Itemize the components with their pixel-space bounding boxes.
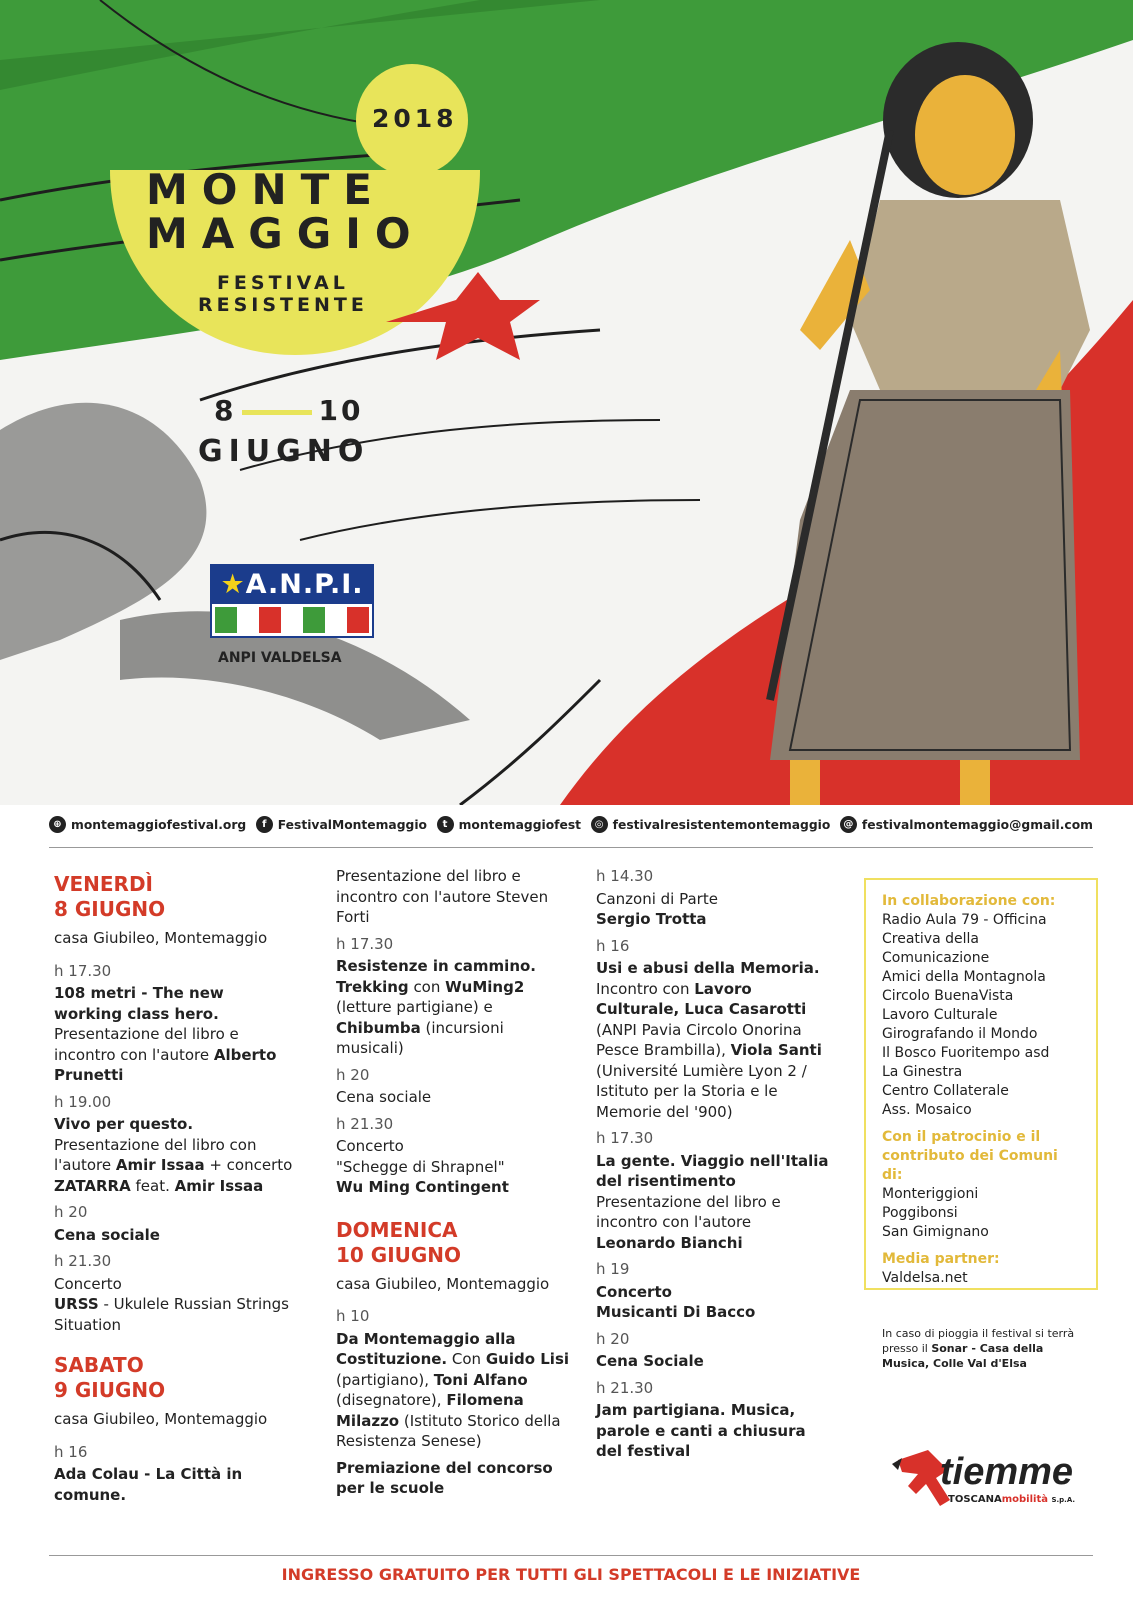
- subtitle-line-2: RESISTENTE: [198, 294, 368, 316]
- festival-title: [146, 165, 425, 258]
- date-end: 10: [318, 394, 364, 427]
- day-heading: VENERDÌ 8 GIUGNO: [54, 872, 166, 921]
- event-description: Presentazione del libro e incontro con l'autore Steven Forti: [336, 867, 549, 926]
- event-time: h 17.30: [336, 934, 394, 953]
- event-label: Concerto: [54, 1274, 122, 1293]
- event-title: Cena Sociale: [596, 1352, 704, 1370]
- subtitle-line-1: FESTIVAL: [216, 272, 349, 294]
- event-time: h 17.30: [54, 961, 112, 980]
- patronage-item: San Gimignano: [882, 1224, 989, 1240]
- event-description: Trekking con WuMing2 (letture partigiane) e Chibumba (incursioni musicali): [336, 977, 525, 1057]
- collab-item: Radio Aula 79 - Officina Creativa della Comunicazione: [882, 912, 1047, 966]
- event-time: h 14.30: [596, 867, 654, 885]
- globe-icon: ⊕: [49, 816, 66, 833]
- event-time: h 19: [596, 1260, 630, 1278]
- event-title: Cena sociale: [54, 1225, 160, 1244]
- event-description: URSS - Ukulele Russian Strings Situation: [54, 1295, 289, 1334]
- patronage-heading: Con il patrocinio e il contributo dei Comuni di:: [882, 1129, 1058, 1183]
- event-title: Vivo per questo.: [54, 1115, 194, 1133]
- event-description: Usi e abusi della Memoria. Incontro con Lavoro Culturale, Luca Casarotti (ANPI Pavia Circolo Onorina Pesce Brambilla), Viola Santi (Université Lumière Lyon 2 / Istituto per la Storia e le Memorie del '900): [596, 959, 822, 1121]
- event-author: Leonardo Bianchi: [596, 1233, 743, 1252]
- title-line-1: MONTE: [146, 165, 386, 214]
- patronage-item: Poggibonsi: [882, 1205, 958, 1221]
- social-facebook[interactable]: f FestivalMontemaggio: [256, 816, 427, 833]
- event-time: h 21.30: [54, 1252, 112, 1270]
- day-heading: DOMENICA 10 GIUGNO: [336, 1217, 462, 1267]
- event-title: Jam partigiana. Musica, parole e canti a chiusura del festival: [596, 1401, 806, 1460]
- event-description: Da Montemaggio alla Costituzione. Con Guido Lisi (partigiano), Toni Alfano (disegnatore), Filomena Milazzo (Istituto Storico della Resistenza Senese): [336, 1329, 570, 1450]
- social-instagram[interactable]: ◎ festivalresistentemontemaggio: [591, 816, 831, 833]
- festival-year: 2018: [372, 104, 458, 133]
- at-icon: @: [840, 816, 857, 833]
- event-time: h 10: [336, 1307, 370, 1325]
- anpi-flags: [212, 604, 372, 636]
- collab-item: Lavoro Culturale: [882, 1007, 998, 1023]
- tiemme-sub: TOSCANAmobilità S.p.A.: [948, 1494, 1076, 1505]
- event-description: Presentazione del libro e incontro con l'autore: [596, 1192, 781, 1231]
- event-band: Musicanti Di Bacco: [596, 1303, 756, 1321]
- event-time: h 21.30: [336, 1114, 394, 1133]
- event-label: Concerto: [336, 1137, 404, 1155]
- patronage-item: Monteriggioni: [882, 1186, 979, 1202]
- collab-item: Il Bosco Fuoritempo asd: [882, 1045, 1050, 1061]
- festival-month: GIUGNO: [198, 434, 370, 469]
- social-bar: [49, 816, 1093, 848]
- collab-item: Circolo BuenaVista: [882, 988, 1014, 1004]
- tiemme-brand: tiemme: [940, 1451, 1074, 1493]
- event-title: Cena sociale: [336, 1088, 432, 1106]
- event-time: h 20: [54, 1203, 88, 1221]
- event-artist: Sergio Trotta: [596, 910, 707, 928]
- event-time: h 16: [596, 936, 630, 955]
- festival-subtitle: [198, 272, 368, 316]
- event-location: casa Giubileo, Montemaggio: [54, 929, 268, 947]
- event-time: h 17.30: [596, 1129, 654, 1147]
- event-time: h 16: [54, 1442, 88, 1461]
- event-label: Canzoni di Parte: [596, 889, 718, 908]
- event-title: Ada Colau - La Città in comune.: [54, 1465, 243, 1504]
- event-time: h 20: [596, 1329, 630, 1348]
- anpi-logo-text: A.N.P.I.: [245, 569, 364, 600]
- date-dash: [242, 410, 312, 415]
- instagram-icon: ◎: [591, 816, 608, 833]
- day-heading: SABATO 9 GIUGNO: [54, 1353, 166, 1402]
- event-quote: "Schegge di Shrapnel": [336, 1157, 505, 1176]
- event-title: 108 metri - The new working class hero.: [54, 984, 224, 1023]
- twitter-icon: t: [437, 816, 454, 833]
- program-column-3: [596, 866, 836, 1462]
- media-heading: Media partner:: [882, 1251, 1000, 1267]
- event-time: h 19.00: [54, 1092, 112, 1111]
- star-icon: ★: [220, 569, 246, 600]
- title-line-2: MAGGIO: [146, 209, 425, 258]
- media-partner: Valdelsa.net: [882, 1270, 968, 1286]
- event-time: h 21.30: [596, 1378, 654, 1397]
- sponsor-box: [864, 878, 1098, 1290]
- event-title: Premiazione del concorso per le scuole: [336, 1458, 553, 1497]
- collab-item: Girografando il Mondo: [882, 1026, 1038, 1042]
- program-column-2: [336, 866, 576, 1499]
- collab-item: Amici della Montagnola: [882, 969, 1046, 985]
- collab-item: Centro Collaterale: [882, 1083, 1009, 1099]
- rain-notice: In caso di pioggia il festival si terrà presso il Sonar - Casa della Musica, Colle Val d'Elsa: [882, 1327, 1075, 1370]
- collab-item: La Ginestra: [882, 1064, 963, 1080]
- date-start: 8: [214, 394, 237, 427]
- event-time: h 20: [336, 1065, 370, 1084]
- footer-banner: INGRESSO GRATUITO PER TUTTI GLI SPETTACOLI E LE INIZIATIVE: [49, 1555, 1093, 1584]
- event-location: casa Giubileo, Montemaggio: [54, 1410, 268, 1428]
- event-location: casa Giubileo, Montemaggio: [336, 1274, 550, 1293]
- facebook-icon: f: [256, 816, 273, 833]
- program-column-1: [54, 872, 294, 1505]
- festival-dates: [214, 394, 363, 427]
- event-description: Presentazione del libro e incontro con l'autore Alberto Prunetti: [54, 1025, 277, 1084]
- social-website[interactable]: ⊕ montemaggiofestival.org: [49, 816, 246, 833]
- event-label: Concerto: [596, 1282, 672, 1301]
- social-email[interactable]: @ festivalmontemaggio@gmail.com: [840, 816, 1093, 833]
- event-description: Presentazione del libro con l'autore Amir Issaa + concerto ZATARRA feat. Amir Issaa: [54, 1135, 293, 1195]
- tiemme-logo: [888, 1450, 1088, 1520]
- social-twitter[interactable]: t montemaggiofest: [437, 816, 582, 833]
- event-band: Wu Ming Contingent: [336, 1178, 509, 1196]
- event-title: Resistenze in cammino.: [336, 957, 537, 975]
- anpi-logo: [210, 564, 374, 638]
- event-title: La gente. Viaggio nell'Italia del risentimento: [596, 1151, 829, 1190]
- anpi-caption: ANPI VALDELSA: [218, 650, 342, 666]
- collab-heading: In collaborazione con:: [882, 893, 1056, 909]
- collab-item: Ass. Mosaico: [882, 1102, 972, 1118]
